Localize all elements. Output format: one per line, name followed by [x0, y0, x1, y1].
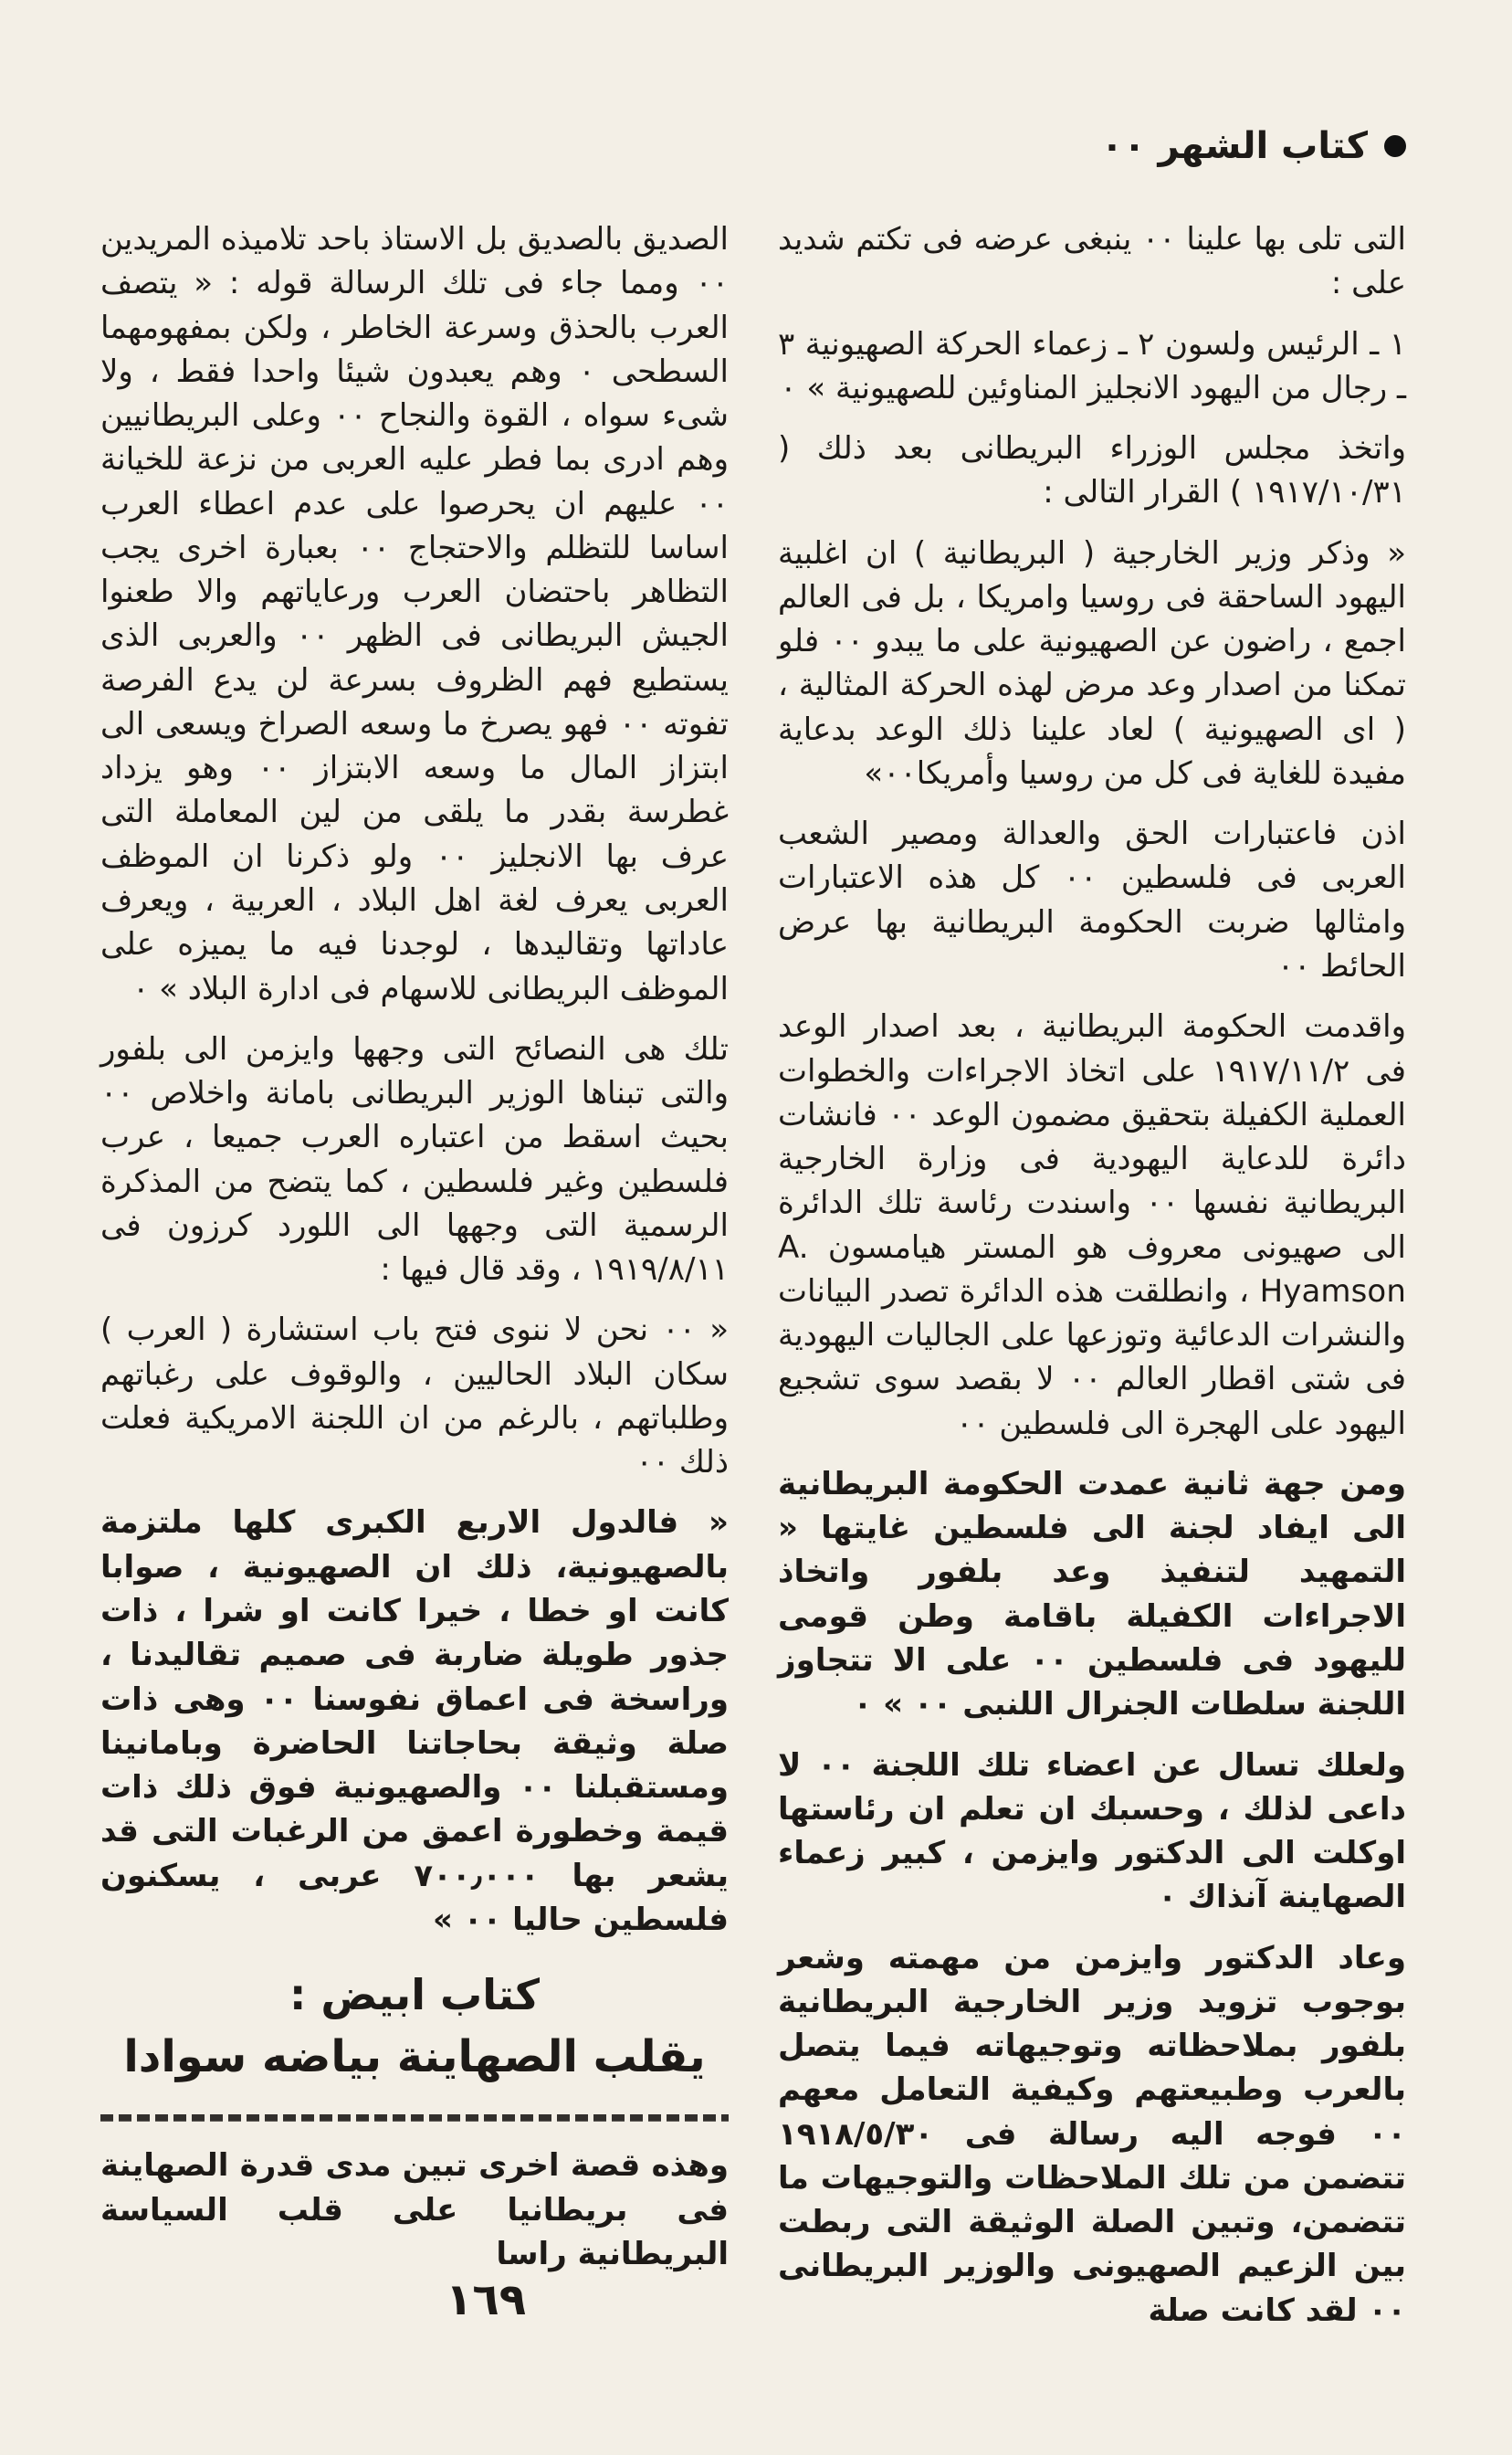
- right-paragraph: ١ ـ الرئيس ولسون ٢ ـ زعماء الحركة الصهيونية ٣ ـ رجال من اليهود الانجليز المناوئين للصهيونية » ۰: [768, 325, 1406, 406]
- section-subtitle: يقلب الصهاينة بياضه سوادا: [123, 2031, 706, 2083]
- right-paragraph: واتخذ مجلس الوزراء البريطانى بعد ذلك ( ١٩١٧/١٠/٣١ ) القرار التالى :: [768, 430, 1406, 511]
- right-paragraph: التى تلى بها علينا ۰۰ ينبغى عرضه فى تكتم شديد على :: [768, 221, 1406, 302]
- left-column: [89, 217, 730, 2292]
- header-title: كتاب الشهر ۰۰: [1100, 125, 1368, 167]
- closing-paragraph: وهذه قصة اخرى تبين مدى قدرة الصهاينة فى بريطانيا على قلب السياسة البريطانية راسا: [89, 2147, 729, 2272]
- left-paragraph: تلك هى النصائح التى وجهها وايزمن الى بلفور والتى تبناها الوزير البريطانى بامانة واخلاص ۰۰ بحيث اسقط من اعتباره العرب جميعا ، عرب فلسطين وغير فلسطين ، كما يتضح من المذكرة الرسمية التى وجهها الى اللورد كرزون فى ١٩١٩/٨/١١ ، وقد قال فيها :: [90, 1030, 729, 1289]
- right-paragraph: ومن جهة ثانية عمدت الحكومة البريطانية الى ايفاد لجنة الى فلسطين غايتها « التمهيد لتنفيذ وعد بلفور واتخاذ الاجراءات الكفيلة باقامة وطن قومى لليهود فى فلسطين ۰۰ على الا تتجاوز اللجنة سلطات الجنرال اللنبى ۰۰ » ۰: [767, 1465, 1406, 1723]
- right-paragraph: « وذكر وزير الخارجية ( البريطانية ) ان اغلبية اليهود الساحقة فى روسيا وامريكا ، بل فى العالم اجمع ، راضون عن الصهيونية على ما يبدو ۰۰ فلو تمكنا من اصدار وعد مرض لهذه الحركة المثالية ، ( اى الصهيونية ) لعاد علينا ذلك الوعد بدعاية مفيدة للغاية فى كل من روسيا وأمريكا۰۰»: [768, 534, 1406, 792]
- section-title: كتاب ابيض :: [289, 1970, 541, 2020]
- left-paragraph: « فالدول الاربع الكبرى كلها ملتزمة بالصهيونية، ذلك ان الصهيونية ، صوابا كانت او خطا ، خيرا كانت او شرا ، ذات جذور طويلة ضاربة فى صميم تقاليدنا ، وراسخة فى اعماق نفوسنا ۰۰ وهى ذات صلة وثيقة بحاجاتنا الحاضرة وبامانينا ومستقبلنا ۰۰ والصهيونية فوق ذلك ذات قيمة وخطورة اعمق من الرغبات التى قد يشعر بها ٧٠٠٫٠٠٠ عربى ، يسكنون فلسطين حاليا ۰۰ »: [89, 1504, 730, 1938]
- bullet-icon: [1384, 135, 1406, 157]
- left-paragraph: الصديق بالصديق بل الاستاذ باحد تلاميذه المريدين ۰۰ ومما جاء فى تلك الرسالة قوله : « يتصف العرب بالحذق وسرعة الخاطر ، ولكن بمفهومهما السطحى ۰ وهم يعبدون شيئا واحدا فقط ، ولا شىء سواه ، القوة والنجاح ۰۰ وعلى البريطانيين وهم ادرى بما فطر عليه العربى من نزعة للخيانة ۰۰ عليهم ان يحرصوا على عدم اعطاء العرب اساسا للتظلم والاحتجاج ۰۰ بعبارة اخرى يجب التظاهر باحتضان العرب ورعاياتهم والا طعنوا الجيش البريطانى فى الظهر ۰۰ والعربى الذى يستطيع فهم الظروف بسرعة لن يدع الفرصة تفوته ۰۰ فهو يصرخ ما وسعه الصراخ ويسعى الى ابتزاز المال ما وسعه الابتزاز ۰۰ وهو يزداد غطرسة بقدر ما يلقى من لين المعاملة التى عرف بها الانجليز ۰۰ ولو ذكرنا ان الموظف العربى يعرف لغة اهل البلاد ، العربية ، ويعرف عاداتها وتقاليدها ، لوجدنا فيه ما يميزه على الموظف البريطانى للاسهام فى ادارة البلاد » ۰: [90, 221, 730, 1007]
- decorative-divider: [100, 2103, 729, 2127]
- page-header: [1100, 125, 1406, 167]
- right-paragraph: وعاد الدكتور وايزمن من مهمته وشعر بوجوب تزويد وزير الخارجية البريطانية بلفور بملاحظاته وتوجيهاته فيما يتصل بالعرب وطبيعتهم وكيفية التعامل معهم ۰۰ فوجه اليه رسالة فى ١٩١٨/٥/٣٠ تتضمن من تلك الملاحظات والتوجيهات ما تتضمن، وتبين الصلة الوثيقة التى ربطت بين الزعيم الصهيونى والوزير البريطانى ۰۰ لقد كانت صلة: [767, 1939, 1406, 2329]
- right-paragraph: واقدمت الحكومة البريطانية ، بعد اصدار الوعد فى ١٩١٧/١١/٢ على اتخاذ الاجراءات والخطوات العملية الكفيلة بتحقيق مضمون الوعد ۰۰ فانشات دائرة للدعاية اليهودية فى وزارة الخارجية البريطانية نفسها ۰۰ واسندت رئاسة تلك الدائرة الى صهيونى معروف هو المستر هيامسون A. Hyamson ، وانطلقت هذه الدائرة تصدر البيانات والنشرات الدعائية وتوزعها على الجاليات اليهودية فى شتى اقطار العالم ۰۰ لا بقصد سوى تشجيع اليهود على الهجرة الى فلسطين ۰۰: [768, 1008, 1407, 1442]
- left-paragraph: « ۰۰ نحن لا ننوى فتح باب استشارة ( العرب ) سكان البلاد الحاليين ، والوقوف على رغباتهم وطلباتهم ، بالرغم من ان اللجنة الامريكية فعلت ذلك ۰۰: [90, 1312, 730, 1481]
- right-column: [767, 217, 1407, 2349]
- page-number: ١٦٩: [446, 2274, 526, 2325]
- right-paragraph: ولعلك تسال عن اعضاء تلك اللجنة ۰۰ لا داعى لذلك ، وحسبك ان تعلم ان رئاستها اوكلت الى الدكتور وايزمن ، كبير زعماء الصهاينة آنذاك ۰: [767, 1746, 1406, 1916]
- right-paragraph: اذن فاعتبارات الحق والعدالة ومصير الشعب العربى فى فلسطين ۰۰ كل هذه الاعتبارات وامثالها ضربت الحكومة البريطانية بها عرض الحائط ۰۰: [768, 816, 1407, 985]
